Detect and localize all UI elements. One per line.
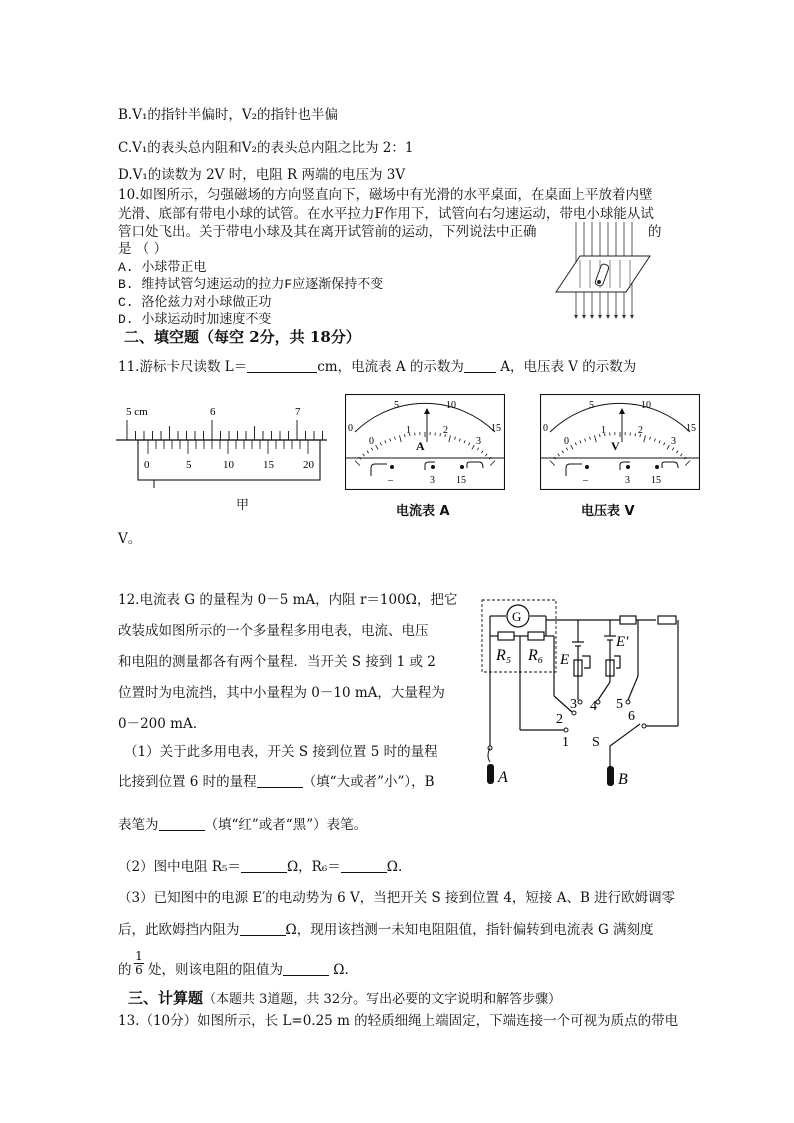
q12-sub3-b: 后，此欧姆挡内阻为 xyxy=(118,922,240,938)
circuit-label-r5: R₅ xyxy=(496,647,512,664)
section-3-heading: 三、计算题 xyxy=(128,989,204,1007)
circuit-probe-a: A xyxy=(498,769,508,786)
q11-blank-length[interactable] xyxy=(247,358,317,373)
circuit-pos-1: 1 xyxy=(562,735,569,750)
voltmeter-inner-0: 0 xyxy=(564,436,569,447)
q10-option-c: C. 洛伦兹力对小球做正功 xyxy=(118,295,272,310)
q12-line1: 12.电流表 G 的量程为 0－5 mA，内阻 r＝100Ω，把它 xyxy=(118,592,458,608)
q10-magnetic-field-figure xyxy=(546,220,656,325)
vernier-20: 20 xyxy=(303,459,314,471)
ammeter-scale-10: 10 xyxy=(446,400,456,411)
q12-sub3-c-tail xyxy=(148,958,349,978)
caliper-unit-label: 5 cm xyxy=(126,406,148,418)
circuit-pos-4: 4 xyxy=(590,699,597,714)
vernier-caliper-figure xyxy=(114,402,329,492)
q12-sub3-line1: （3）已知图中的电源 E′的电动势为 6 V，当把开关 S 接到位置 4，短接 A、B 进行欧姆调零 xyxy=(118,890,676,906)
q12-sub1-line2 xyxy=(118,770,435,790)
voltmeter-terminal-minus: – xyxy=(583,475,588,486)
q11-blank-current[interactable] xyxy=(464,358,496,373)
q12-fraction-den: 6 xyxy=(135,963,143,977)
voltmeter-scale-10: 10 xyxy=(641,400,651,411)
voltmeter-scale-5: 5 xyxy=(589,400,594,411)
voltmeter-terminal-3: 3 xyxy=(625,475,630,486)
q12-sub1-b: 比接到位置 6 时的量程 xyxy=(118,774,257,790)
q10-line3: 管口处飞出。关于带电小球及其在离开试管前的运动，下列说法中正确 xyxy=(118,224,537,240)
voltmeter-scale-0: 0 xyxy=(543,423,548,434)
q12-line3: 和电阻的测量都各有两个量程．当开关 S 接到 1 或 2 xyxy=(118,654,436,670)
q12-sub3-line2 xyxy=(118,918,654,938)
q12-sub1-c2: （填“红”或者“黑”）表笔。 xyxy=(204,817,368,833)
circuit-pos-6: 6 xyxy=(628,709,635,724)
vernier-15: 15 xyxy=(263,459,274,471)
circuit-probe-b: B xyxy=(618,771,628,788)
q12-sub1-c: 表笔为 xyxy=(118,817,159,833)
circuit-pos-2: 2 xyxy=(556,712,563,727)
q12-blank-r5[interactable] xyxy=(241,858,287,873)
q10-line4: 是 （ ） xyxy=(118,241,168,257)
q12-blank-probe-color[interactable] xyxy=(159,816,205,831)
q11-text xyxy=(118,355,636,375)
q12-blank-resistance[interactable] xyxy=(283,961,329,976)
q12-sub1-b2: （填“大或者”小”），B xyxy=(302,774,435,790)
ammeter-figure xyxy=(345,394,505,490)
circuit-label-g: G xyxy=(512,609,522,624)
q12-fraction xyxy=(134,950,144,977)
ammeter-inner-0: 0 xyxy=(369,436,374,447)
q12-sub3-c1: 的 xyxy=(118,962,132,978)
vernier-5: 5 xyxy=(186,459,192,471)
q12-sub3-c3: Ω. xyxy=(329,962,349,978)
q12-sub2-a: （2）图中电阻 R₅＝ xyxy=(118,859,241,875)
circuit-pos-5: 5 xyxy=(616,697,623,712)
voltmeter-caption: 电压表 V xyxy=(581,504,635,519)
circuit-label-e-prime: E′ xyxy=(616,634,629,650)
q9-option-b: B.V₁的指针半偏时，V₂的指针也半偏 xyxy=(118,107,339,123)
section-3-note: （本题共 3道题，共 32分。写出必要的文字说明和解答步骤） xyxy=(203,992,562,1007)
q11-part1: 11.游标卡尺读数 L＝ xyxy=(118,359,248,375)
voltmeter-scale-15: 15 xyxy=(686,423,696,434)
circuit-label-e: E xyxy=(560,652,570,668)
ammeter-scale-5: 5 xyxy=(394,400,399,411)
caliper-main-7: 7 xyxy=(295,406,301,418)
q11-part2: cm，电流表 A 的示数为 xyxy=(317,359,464,375)
q12-sub2 xyxy=(118,855,402,875)
q12-blank-range[interactable] xyxy=(257,773,303,788)
ammeter-scale-0: 0 xyxy=(348,423,353,434)
voltmeter-figure xyxy=(540,394,700,490)
q12-sub2-b: Ω，R₆＝ xyxy=(286,859,341,875)
ammeter-inner-1: 1 xyxy=(406,425,411,436)
q11-tail: V。 xyxy=(118,531,142,547)
ammeter-inner-2: 2 xyxy=(443,425,448,436)
q12-line4: 位置时为电流挡，其中小量程为 0－10 mA，大量程为 xyxy=(118,685,445,701)
voltmeter-inner-2: 2 xyxy=(638,425,643,436)
ammeter-terminal-15: 15 xyxy=(456,475,466,486)
q10-line1: 10.如图所示，匀强磁场的方向竖直向下，磁场中有光滑的水平桌面，在桌面上平放着内壁 xyxy=(118,187,653,203)
vernier-0: 0 xyxy=(144,459,150,471)
multimeter-circuit-diagram xyxy=(478,596,690,788)
q12-sub3-c2: 处，则该电阻的阻值为 xyxy=(148,962,283,978)
caliper-main-6: 6 xyxy=(210,406,216,418)
q12-line5: 0－200 mA. xyxy=(118,716,197,732)
q12-fraction-num: 1 xyxy=(135,949,143,963)
q12-line2: 改装成如图所示的一个多量程多用电表，电流、电压 xyxy=(118,623,429,639)
section-3-heading-line xyxy=(128,987,561,1008)
vernier-10: 10 xyxy=(223,459,234,471)
ammeter-caption: 电流表 A xyxy=(396,504,450,519)
q9-option-c: C.V₁的表头总内阻和V₂的表头总内阻之比为 2：1 xyxy=(118,140,414,156)
q12-blank-internal-resistance[interactable] xyxy=(240,921,286,936)
q9-option-d: D.V₁的读数为 2V 时，电阻 R 两端的电压为 3V xyxy=(118,167,406,183)
circuit-pos-3: 3 xyxy=(570,697,577,712)
circuit-label-r6: R₆ xyxy=(528,647,544,664)
q10-line3-end: 的 xyxy=(648,224,662,240)
voltmeter-inner-1: 1 xyxy=(601,425,606,436)
q10-option-b: B. 维持试管匀速运动的拉力F应逐渐保持不变 xyxy=(118,277,384,292)
circuit-switch-s: S xyxy=(592,735,600,750)
ammeter-inner-3: 3 xyxy=(476,436,481,447)
voltmeter-letter: V xyxy=(611,439,620,453)
ammeter-letter: A xyxy=(416,439,425,453)
voltmeter-inner-3: 3 xyxy=(671,436,676,447)
voltmeter-terminal-15: 15 xyxy=(651,475,661,486)
q10-option-a: A. 小球带正电 xyxy=(118,260,207,275)
q12-sub3-b2: Ω，现用该挡测一未知电阻阻值，指针偏转到电流表 G 满刻度 xyxy=(285,922,654,938)
q10-line2: 光滑、底部有带电小球的试管。在水平拉力F作用下，试管向右匀速运动，带电小球能从试 xyxy=(118,206,654,222)
q13-line1: 13.（10分）如图所示，长 L=0.25 m 的轻质细绳上端固定，下端连接一个可视为质点的带电 xyxy=(118,1013,679,1029)
q12-sub1-line1: （1）关于此多用电表，开关 S 接到位置 5 时的量程 xyxy=(124,744,438,760)
probe-b-icon xyxy=(607,766,614,786)
q10-option-d: D. 小球运动时加速度不变 xyxy=(118,312,272,327)
ammeter-terminal-minus: – xyxy=(388,475,393,486)
ammeter-scale-15: 15 xyxy=(491,423,501,434)
section-2-heading: 二、填空题（每空 2分，共 18分） xyxy=(124,328,361,346)
q12-blank-r6[interactable] xyxy=(341,858,387,873)
q12-sub1-line3 xyxy=(118,813,367,833)
q12-sub2-c: Ω. xyxy=(386,859,403,875)
probe-a-icon xyxy=(487,764,494,784)
caliper-caption: 甲 xyxy=(236,498,250,513)
ammeter-terminal-3: 3 xyxy=(430,475,435,486)
q11-part3: A，电压表 V 的示数为 xyxy=(495,359,637,375)
